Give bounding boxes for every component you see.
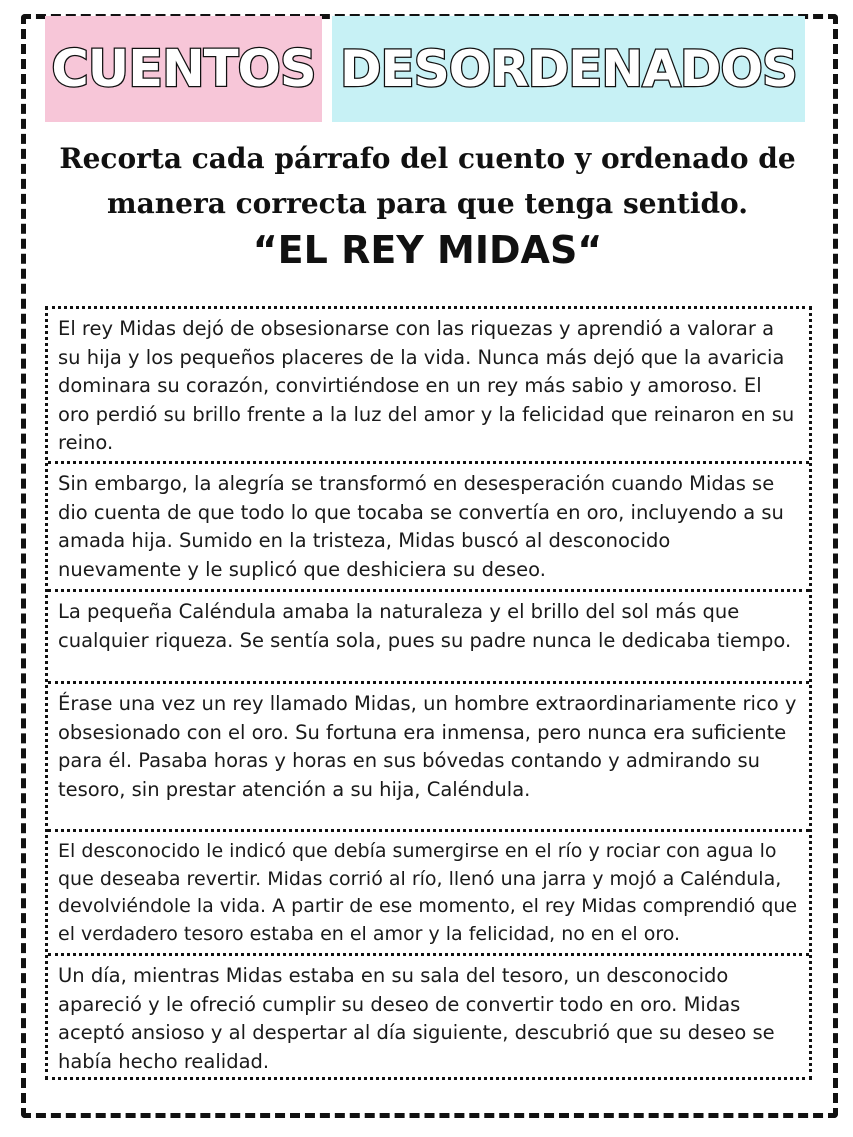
story-title: “EL REY MIDAS“ <box>252 228 603 272</box>
paragraph-strip-5: El desconocido le indicó que debía sumergirse en el río y rociar con agua lo que deseaba revertir. Midas corrió al río, llenó una jarra y mojó a Caléndula, devolviéndole la vida. A partir de ese momento, el rey Midas comprendió que el verdadero tesoro estaba en el amor y la felicidad, no en el oro. <box>48 829 809 953</box>
paragraph-strip-1: El rey Midas dejó de obsesionarse con las riquezas y aprendió a valorar a su hija y los pequeños placeres de la vida. Nunca más dejó que la avaricia dominara su corazón, convirtiéndose en un rey más sabio y amoroso. El oro perdió su brillo frente a la luz del amor y la felicidad que reinaron en su reino. <box>58 317 795 455</box>
title-banner <box>45 16 805 122</box>
title-blue-box <box>332 16 805 122</box>
paragraph-strip-4: Érase una vez un rey llamado Midas, un hombre extraordinariamente rico y obsesionado con el oro. Su fortuna era inmensa, pero nunca era suficiente para él. Pasaba horas y horas en sus bóvedas contando y admirando su tesoro, sin prestar atención a su hija, Caléndula. <box>48 681 809 829</box>
instructions <box>40 136 815 226</box>
title-word-desordenados: DESORDENADOS <box>340 40 797 98</box>
paragraph-strip-6: Un día, mientras Midas estaba en su sala del tesoro, un desconocido apareció y le ofreció cumplir su deseo de convertir todo en oro. Midas aceptó ansioso y al despertar al día siguiente, descubrió que su deseo se había hecho realidad. <box>48 953 809 1080</box>
paragraph-strip-2: Sin embargo, la alegría se transformó en desesperación cuando Midas se dio cuenta de que todo lo que tocaba se convertía en oro, incluyendo a su amada hija. Sumido en la tristeza, Midas buscó al desconocido nuevamente y le suplicó que deshiciera su deseo. <box>48 461 809 589</box>
paragraph-strip-3: La pequeña Caléndula amaba la naturaleza y el brillo del sol más que cualquier riqueza. Se sentía sola, pues su padre nunca le dedicaba tiempo. <box>48 589 809 681</box>
title-word-cuentos: CUENTOS <box>51 39 316 99</box>
instructions-line-1: Recorta cada párrafo del cuento y ordenado de <box>59 142 796 175</box>
paragraph-strips <box>45 306 812 1080</box>
instructions-line-2: manera correcta para que tenga sentido. <box>107 187 748 220</box>
title-pink-box <box>45 16 322 122</box>
